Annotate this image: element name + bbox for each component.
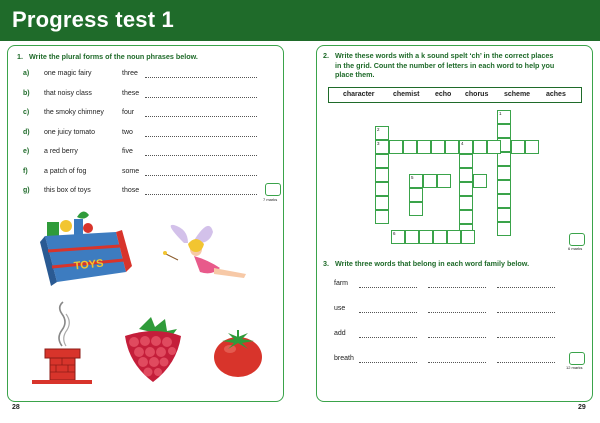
plural-determiner: these [122, 89, 140, 97]
question-instruction: place them. [335, 70, 375, 79]
grid-cell[interactable] [433, 230, 447, 244]
grid-cell[interactable] [473, 174, 487, 188]
marks-label: 6 marks [568, 246, 583, 251]
grid-cell[interactable] [375, 168, 389, 182]
plural-determiner: four [122, 109, 135, 116]
word-family-root: farm [334, 280, 348, 287]
list-item [334, 305, 574, 317]
word-bank-item: chorus [465, 91, 489, 98]
grid-cell[interactable] [375, 210, 389, 224]
clue-number: 4 [461, 141, 464, 146]
fairy-illustration [163, 225, 246, 278]
grid-cell[interactable] [497, 152, 511, 166]
plural-determiner: five [122, 148, 133, 155]
grid-cell[interactable] [459, 168, 473, 182]
answer-line[interactable] [428, 362, 486, 363]
grid-cell[interactable] [497, 194, 511, 208]
marks-box[interactable] [569, 233, 585, 246]
plural-determiner: three [122, 70, 138, 77]
question-number: 3. [323, 259, 329, 268]
list-item [334, 280, 574, 292]
title-banner [0, 0, 600, 41]
item-letter: e) [23, 148, 30, 155]
grid-cell[interactable] [403, 140, 417, 154]
word-bank-item: scheme [504, 91, 531, 98]
grid-cell[interactable] [497, 180, 511, 194]
marks-box[interactable] [569, 352, 585, 365]
noun-phrase: a patch of fog [44, 167, 87, 175]
answer-line[interactable] [497, 362, 555, 363]
grid-cell[interactable] [447, 230, 461, 244]
grid-cell[interactable] [375, 182, 389, 196]
clue-number: 1 [499, 111, 502, 116]
word-bank-item: aches [546, 91, 566, 98]
answer-line[interactable] [497, 287, 555, 288]
item-letter: c) [23, 109, 30, 116]
grid-cell[interactable] [497, 124, 511, 138]
grid-cell[interactable] [497, 166, 511, 180]
toybox-label: TOYS [73, 257, 105, 273]
question-2-panel [316, 45, 593, 402]
grid-cell[interactable] [375, 196, 389, 210]
word-family-root: use [334, 305, 346, 312]
word-bank-item: character [343, 91, 375, 98]
question-instruction: Write these words with a k sound spelt ‘ch’ in the correct places [335, 51, 554, 60]
word-bank [328, 87, 582, 103]
grid-cell[interactable] [525, 140, 539, 154]
question-number: 2. [323, 51, 329, 60]
grid-cell[interactable] [473, 140, 487, 154]
answer-line[interactable] [428, 287, 486, 288]
plural-determiner: some [122, 167, 140, 175]
illustrations [8, 46, 283, 401]
toybox-illustration [40, 211, 132, 286]
list-item [334, 330, 574, 342]
grid-cell[interactable] [423, 174, 437, 188]
item-letter: f) [23, 167, 28, 175]
answer-line[interactable] [428, 337, 486, 338]
list-item [334, 355, 574, 367]
clue-number: 5 [411, 175, 414, 180]
grid-cell[interactable] [497, 222, 511, 236]
plural-determiner: two [122, 128, 133, 136]
item-letter: d) [23, 128, 30, 136]
grid-cell[interactable] [409, 188, 423, 202]
item-letter: a) [23, 70, 30, 77]
word-bank-item: chemist [393, 91, 420, 98]
question-1-panel [7, 45, 284, 402]
question-instruction: Write the plural forms of the noun phrases below. [29, 52, 198, 61]
grid-cell[interactable] [409, 202, 423, 216]
grid-cell[interactable] [497, 208, 511, 222]
raspberry-illustration [125, 317, 181, 382]
grid-cell[interactable] [375, 126, 389, 140]
answer-line[interactable] [359, 337, 417, 338]
page-number-right: 29 [578, 404, 586, 411]
plural-determiner: those [122, 187, 140, 194]
item-letter: b) [23, 89, 30, 97]
clue-number: 2 [377, 127, 380, 132]
grid-cell[interactable] [459, 182, 473, 196]
grid-cell[interactable] [409, 174, 423, 188]
grid-cell[interactable] [389, 140, 403, 154]
chimney-illustration [32, 302, 92, 384]
answer-line[interactable] [359, 312, 417, 313]
grid-cell[interactable] [375, 154, 389, 168]
noun-phrase: the smoky chimney [44, 109, 104, 116]
grid-cell[interactable] [417, 140, 431, 154]
page-title: Progress test 1 [12, 7, 174, 32]
question-number: 1. [17, 52, 23, 61]
answer-line[interactable] [359, 362, 417, 363]
grid-cell[interactable] [459, 210, 473, 224]
grid-cell[interactable] [375, 140, 389, 154]
answer-line[interactable] [359, 287, 417, 288]
question-instruction: in the grid. Count the number of letters in each word to help you [335, 60, 555, 70]
clue-number: 6 [393, 231, 396, 236]
grid-cell[interactable] [437, 174, 451, 188]
grid-cell[interactable] [431, 140, 445, 154]
page-number-left: 28 [12, 404, 20, 411]
grid-cell[interactable] [511, 140, 525, 154]
answer-line[interactable] [428, 312, 486, 313]
noun-phrase: one juicy tomato [44, 128, 95, 136]
word-family-root: add [334, 330, 346, 337]
grid-cell[interactable] [419, 230, 433, 244]
grid-cell[interactable] [445, 140, 459, 154]
grid-cell[interactable] [459, 154, 473, 168]
marks-label: 7 marks [263, 197, 278, 202]
clue-number: 3 [377, 141, 380, 146]
grid-cell[interactable] [405, 230, 419, 244]
grid-cell[interactable] [459, 196, 473, 210]
question-instruction: Write three words that belong in each word family below. [335, 259, 530, 268]
tomato-illustration [214, 330, 262, 377]
noun-phrase: that noisy class [44, 89, 92, 97]
grid-cell[interactable] [459, 140, 473, 154]
answer-line[interactable] [497, 337, 555, 338]
grid-cell[interactable] [461, 230, 475, 244]
noun-phrase: this box of toys [44, 187, 91, 194]
noun-phrase: one magic fairy [44, 70, 92, 77]
grid-cell[interactable] [487, 140, 501, 154]
grid-cell[interactable] [497, 110, 511, 124]
grid-cell[interactable] [391, 230, 405, 244]
word-family-root: breath [334, 355, 354, 362]
answer-line[interactable] [497, 312, 555, 313]
item-letter: g) [23, 187, 30, 194]
noun-phrase: a red berry [44, 148, 78, 155]
word-bank-item: echo [435, 91, 452, 98]
marks-label: 12 marks [566, 365, 583, 370]
